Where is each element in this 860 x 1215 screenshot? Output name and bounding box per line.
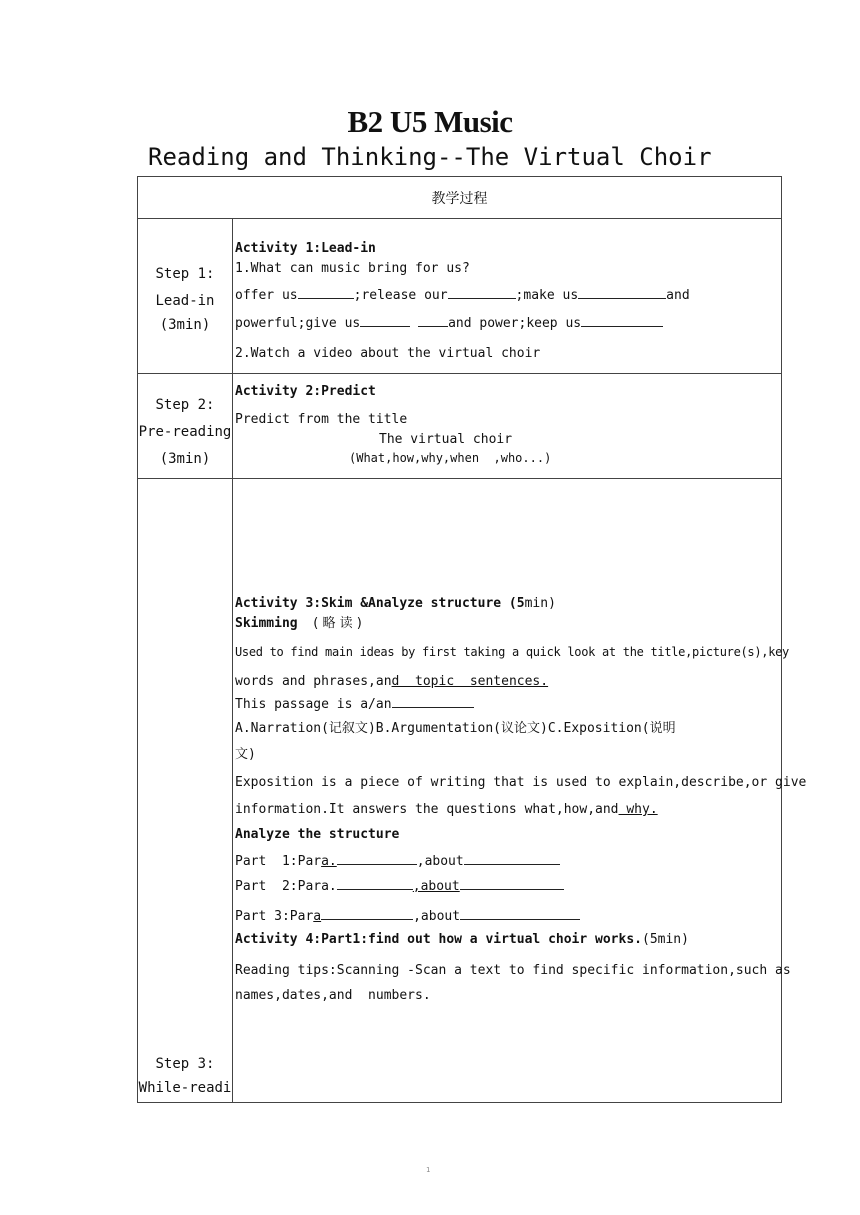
step-1-cell — [138, 219, 233, 374]
step-2-content — [233, 374, 782, 479]
activity-2-line-3: (What,how,why,when ,who...) — [349, 451, 552, 465]
reading-tips: Reading tips:Scanning -Scan a text to find specific information,such as — [235, 963, 791, 978]
activity-4-title: Activity 4:Part1:find out how a virtual choir works.(5min) — [235, 932, 689, 947]
activity-1-question-1: 1.What can music bring for us? — [235, 261, 470, 276]
step-2-cell — [138, 374, 233, 479]
step-3-content — [233, 479, 807, 1103]
part-2-line: Part 2:Para. ,about — [235, 875, 781, 899]
passage-type-question: This passage is a/an — [235, 694, 781, 716]
step-1-name: Lead-in — [155, 293, 215, 309]
step-1-content — [233, 219, 782, 374]
activity-1-line-2: powerful;give us and power;keep us — [235, 313, 781, 335]
part-1-line: Part 1:Para. ,about — [235, 848, 781, 875]
activity-2-line-1: Predict from the title — [235, 412, 408, 427]
step-2-name: Pre-reading — [138, 424, 232, 440]
step-2-label: Step 2: — [155, 397, 215, 413]
activity-2-line-2: The virtual choir — [379, 432, 513, 447]
activity-3-title: Activity 3:Skim &Analyze structure (5min) — [235, 596, 556, 611]
document-title: B2 U5 Music — [347, 104, 513, 139]
passage-type-options: A.Narration(记叙文)B.Argumentation(议论文)C.Exposition(说明 — [235, 721, 676, 736]
page-number: 1 — [426, 1166, 431, 1174]
exposition-definition-cont: information.It answers the questions what,how,and why. — [235, 802, 658, 817]
step-1-label: Step 1: — [155, 266, 215, 282]
activity-2-title: Activity 2:Predict — [235, 384, 376, 399]
step-3-name: While-readi — [138, 1080, 232, 1096]
skimming-heading: Skimming ( 略 读 ) — [235, 616, 362, 631]
lesson-table — [137, 176, 807, 1103]
part-3-line: Part 3:Para ,about — [235, 899, 781, 935]
exposition-definition: Exposition is a piece of writing that is used to explain,describe,or give — [235, 775, 807, 790]
step-2-time: (3min) — [159, 451, 211, 467]
activity-1-title: Activity 1:Lead-in — [235, 241, 376, 256]
step-3-cell — [138, 479, 233, 1103]
step-1-time: (3min) — [159, 317, 211, 333]
passage-type-options-cont: 文) — [235, 747, 256, 762]
step-3-label: Step 3: — [155, 1056, 215, 1072]
skimming-definition: Used to find main ideas by first taking a quick look at the title,picture(s),key — [235, 645, 789, 659]
activity-1-question-2: 2.Watch a video about the virtual choir — [235, 346, 541, 361]
skimming-definition-cont: words and phrases,and topic sentences. — [235, 674, 549, 689]
reading-tips-cont: names,dates,and numbers. — [235, 988, 431, 1003]
activity-1-line-1: offer us ;release our ;make us and — [235, 279, 781, 313]
table-header: 教学过程 — [138, 177, 782, 219]
document-subtitle: Reading and Thinking--The Virtual Choir — [148, 143, 712, 171]
analyze-structure-heading: Analyze the structure — [235, 827, 400, 842]
